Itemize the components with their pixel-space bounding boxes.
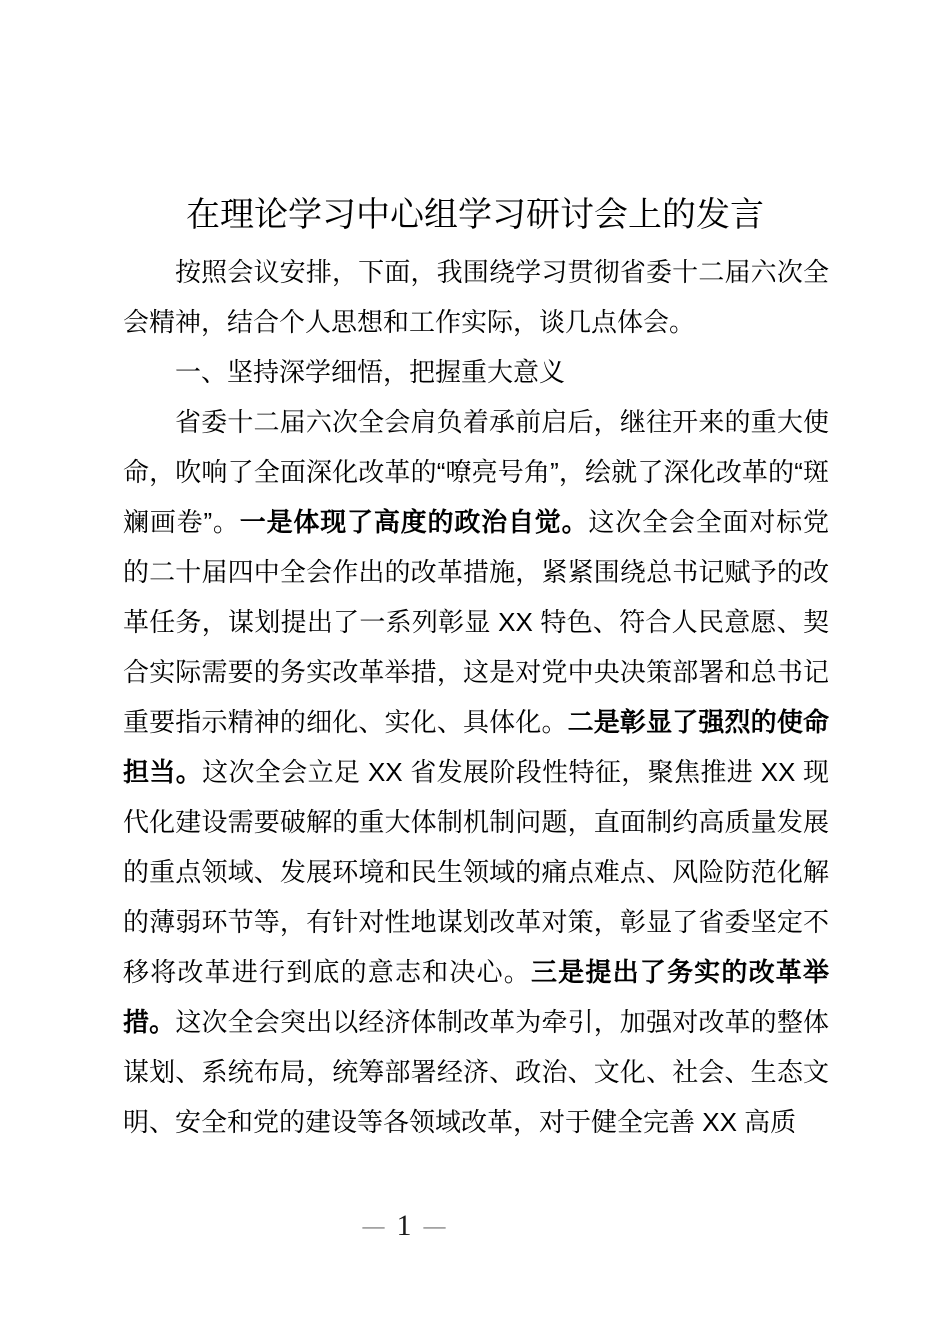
bold-text-run: 三是提出了务实的改革举措。 xyxy=(123,957,829,1037)
page-number: 1 xyxy=(396,1209,412,1242)
document-title: 在理论学习中心组学习研讨会上的发言 xyxy=(186,195,764,234)
body-paragraph xyxy=(123,247,829,347)
section-heading xyxy=(123,347,829,397)
bold-text-run: 一是体现了高度的政治自觉。 xyxy=(239,507,589,537)
page-number-dash-right: — xyxy=(423,1213,446,1238)
document-body xyxy=(123,247,829,1149)
page-number-dash-left: — xyxy=(362,1213,385,1238)
text-run: 按照会议安排，下面，我围绕学习贯彻省委十二届六次全会精神，结合个人思想和工作实际，谈几点体会。 xyxy=(123,257,829,337)
text-run: 这次全会全面对标党的二十届四中全会作出的改革措施，紧紧围绕总书记赋予的改革任务，谋划提出了一系列彰显 XX 特色、符合人民意愿、契合实际需要的务实改革举措，这是对党中央决策部署和总书记重要指示精神的细化、实化、具体化。 xyxy=(123,507,829,737)
bold-text-run: 二是彰显了强烈的使命担当。 xyxy=(123,707,829,787)
body-paragraph xyxy=(123,397,829,1147)
text-run: 一、坚持深学细悟，把握重大意义 xyxy=(175,357,566,387)
text-run: 省委十二届六次全会肩负着承前启后，继往开来的重大使命，吹响了全面深化改革的“嘹亮号角”，绘就了深化改革的“斑斓画卷”。 xyxy=(123,407,829,537)
text-run: 这次全会突出以经济体制改革为牵引，加强对改革的整体谋划、系统布局，统筹部署经济、政治、文化、社会、生态文明、安全和党的建设等各领域改革，对于健全完善 XX 高质 xyxy=(123,1007,829,1137)
text-run: 这次全会立足 XX 省发展阶段性特征，聚焦推进 XX 现代化建设需要破解的重大体制机制问题，直面制约高质量发展的重点领域、发展环境和民生领域的痛点难点、风险防范化解的薄弱环节等，有针对性地谋划改革对策，彰显了省委坚定不移将改革进行到底的意志和决心。 xyxy=(123,757,829,987)
page-footer xyxy=(0,1211,808,1241)
